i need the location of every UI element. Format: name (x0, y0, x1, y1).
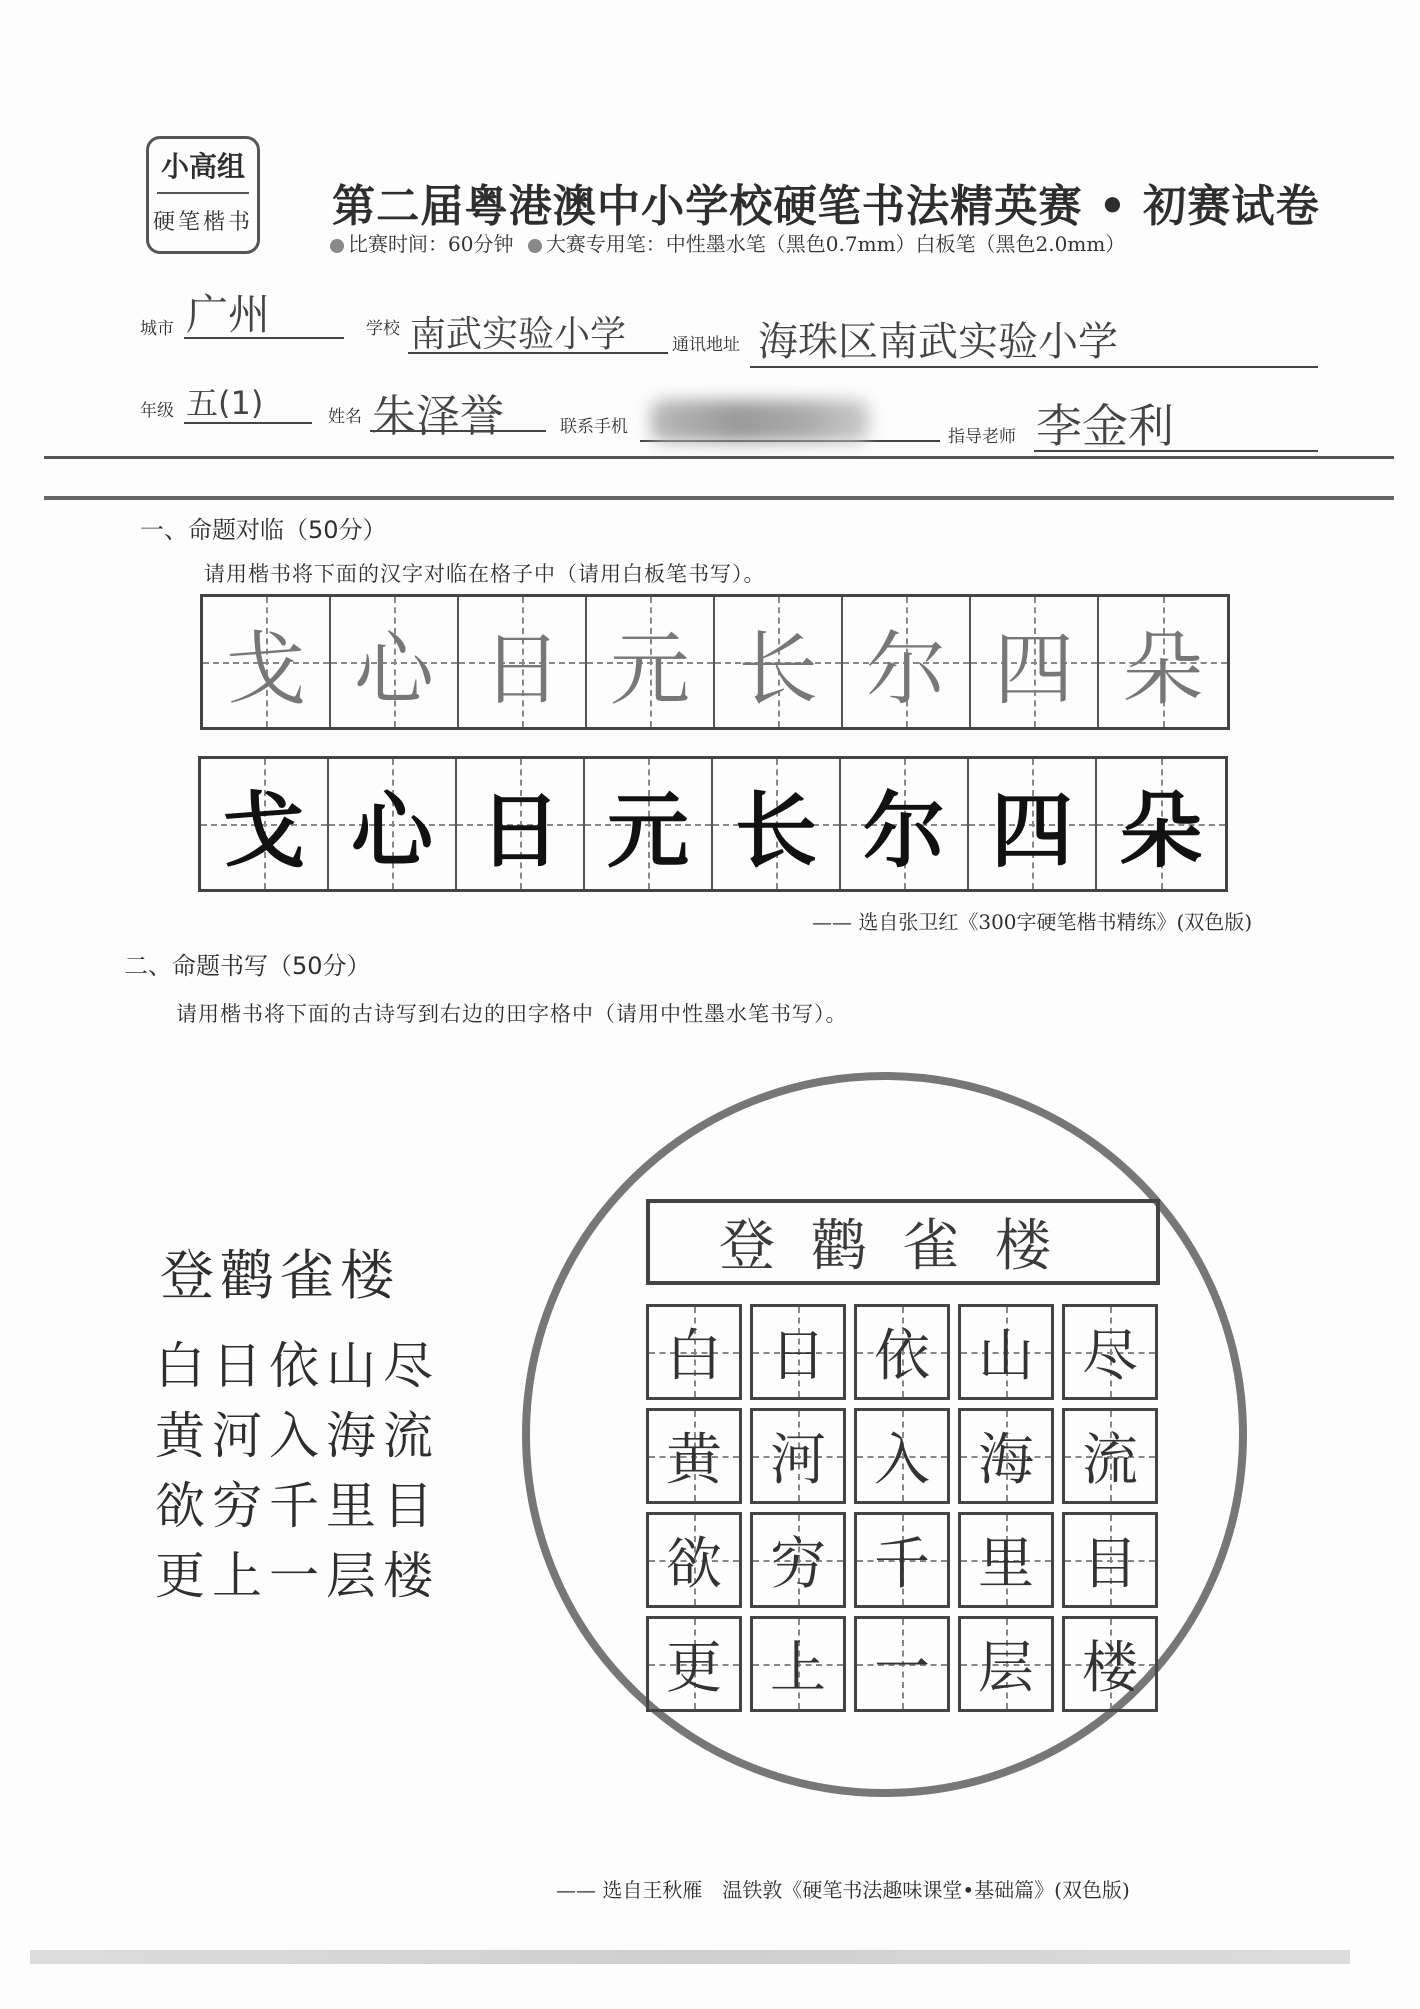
poem-cell (1062, 1408, 1158, 1504)
model-cell (459, 597, 587, 727)
poem-cell (854, 1512, 950, 1608)
copy-cell (713, 759, 841, 889)
copy-character-grid (198, 756, 1228, 892)
poem-cell (750, 1616, 846, 1712)
poem-cell (1062, 1512, 1158, 1608)
name-label: 姓名 (328, 407, 362, 427)
copy-cell (329, 759, 457, 889)
poem-char: 楼 (1082, 1636, 1138, 1701)
school-value: 南武实验小学 (410, 314, 627, 355)
model-char: 尔 (866, 622, 946, 716)
poem-cell (958, 1304, 1054, 1400)
school-label: 学校 (366, 319, 400, 339)
poem-cell (854, 1304, 950, 1400)
model-char: 戈 (226, 622, 306, 716)
model-char: 心 (354, 622, 434, 716)
name-value: 朱泽誉 (372, 391, 504, 442)
model-cell (203, 597, 331, 727)
poem-char: 白 (666, 1324, 722, 1389)
poem-title: 登鹳雀楼 (160, 1244, 400, 1307)
copy-char: 戈 (222, 782, 305, 879)
poem-line: 更上一层楼 (155, 1547, 440, 1605)
poem-cell (646, 1616, 742, 1712)
bullet-dot-icon (330, 239, 344, 253)
teacher-value: 李金利 (1036, 399, 1174, 453)
poem-cell (1062, 1304, 1158, 1400)
copy-cell (1097, 759, 1225, 889)
poem-line: 白日依山尽 (155, 1337, 440, 1395)
poem-writing-grid (646, 1304, 1158, 1712)
poem-char: 日 (770, 1324, 826, 1389)
poem-char: 流 (1082, 1428, 1138, 1493)
phone-label: 联系手机 (560, 417, 628, 437)
model-cell (331, 597, 459, 727)
model-cell (843, 597, 971, 727)
poem-cell (646, 1512, 742, 1608)
form-divider-top (44, 456, 1394, 459)
section2-instruction: 请用楷书将下面的古诗写到右边的田字格中（请用中性墨水笔书写）。 (176, 1002, 848, 1026)
poem-char: 上 (770, 1636, 826, 1701)
model-char: 四 (994, 622, 1074, 716)
page-title: 第二届粤港澳中小学校硬笔书法精英赛 • 初赛试卷 (332, 181, 1320, 232)
city-label: 城市 (140, 319, 174, 339)
model-char: 元 (610, 622, 690, 716)
city-value: 广州 (186, 290, 271, 339)
poem-char: 千 (874, 1532, 930, 1597)
teacher-label: 指导老师 (948, 427, 1016, 447)
poem-char: 欲 (666, 1532, 722, 1597)
copy-cell (585, 759, 713, 889)
copy-char: 日 (478, 782, 561, 879)
group-badge (146, 136, 260, 254)
poem-cell (646, 1304, 742, 1400)
model-cell (715, 597, 843, 727)
copy-cell (969, 759, 1097, 889)
model-cell (587, 597, 715, 727)
badge-group-label: 小高组 (160, 150, 245, 183)
copy-char: 元 (606, 782, 689, 879)
bullet-dot-icon (528, 239, 542, 253)
poem-line: 黄河入海流 (155, 1407, 440, 1465)
poem-char: 更 (666, 1636, 722, 1701)
model-char: 日 (482, 622, 562, 716)
contest-pen: 大赛专用笔：中性墨水笔（黑色0.7mm）白板笔（黑色2.0mm） (545, 232, 1126, 256)
model-char: 朵 (1123, 622, 1203, 716)
copy-cell (841, 759, 969, 889)
poem-char: 入 (874, 1428, 930, 1493)
poem-char: 层 (978, 1636, 1034, 1701)
copy-char: 朵 (1119, 782, 1202, 879)
section2-heading: 二、命题书写（50分） (124, 952, 371, 980)
poem-char: 海 (978, 1428, 1034, 1493)
poem-cell (1062, 1616, 1158, 1712)
copy-char: 尔 (862, 782, 945, 879)
scan-edge-bar (30, 1950, 1350, 1964)
poem-cell (646, 1408, 742, 1504)
grade-value: 五(1) (186, 384, 264, 422)
poem-char: 目 (1082, 1532, 1138, 1597)
phone-redacted (650, 400, 870, 442)
grade-label: 年级 (140, 401, 174, 421)
poem-cell (750, 1304, 846, 1400)
model-cell (971, 597, 1099, 727)
model-cell (1099, 597, 1227, 727)
badge-divider (157, 192, 249, 194)
poem-cell (958, 1408, 1054, 1504)
badge-category-label: 硬笔楷书 (152, 210, 253, 235)
copy-char: 长 (734, 782, 817, 879)
copy-char: 四 (990, 782, 1073, 879)
contest-time: 比赛时间：60分钟 (348, 232, 514, 256)
poem-cell (750, 1512, 846, 1608)
poem-char: 河 (770, 1428, 826, 1493)
poem-line: 欲穷千里目 (155, 1477, 440, 1535)
copy-char: 心 (350, 782, 433, 879)
written-title-box (646, 1199, 1160, 1285)
poem-char: 里 (978, 1532, 1034, 1597)
form-divider-bottom (44, 496, 1394, 500)
section2-source: —— 选自王秋雁 温铁敦《硬笔书法趣味课堂•基础篇》(双色版) (556, 1878, 1130, 1902)
address-label: 通讯地址 (672, 335, 740, 355)
model-char: 长 (738, 622, 818, 716)
copy-cell (201, 759, 329, 889)
poem-cell (854, 1408, 950, 1504)
section1-heading: 一、命题对临（50分） (140, 516, 387, 544)
poem-cell (958, 1512, 1054, 1608)
copy-cell (457, 759, 585, 889)
model-character-grid (200, 594, 1230, 730)
contest-meta (330, 228, 1125, 257)
poem-char: 一 (874, 1636, 930, 1701)
address-value: 海珠区南武实验小学 (758, 319, 1118, 365)
section1-instruction: 请用楷书将下面的汉字对临在格子中（请用白板笔书写）。 (204, 562, 766, 586)
written-title: 登鹳雀楼 (719, 1214, 1087, 1279)
poem-char: 黄 (666, 1428, 722, 1493)
poem-char: 依 (874, 1324, 930, 1389)
poem-cell (958, 1616, 1054, 1712)
poem-cell (854, 1616, 950, 1712)
poem-cell (750, 1408, 846, 1504)
poem-char: 穷 (770, 1532, 826, 1597)
section1-source: —— 选自张卫红《300字硬笔楷书精练》(双色版) (812, 910, 1253, 934)
poem-char: 尽 (1082, 1324, 1138, 1389)
poem-char: 山 (978, 1324, 1034, 1389)
